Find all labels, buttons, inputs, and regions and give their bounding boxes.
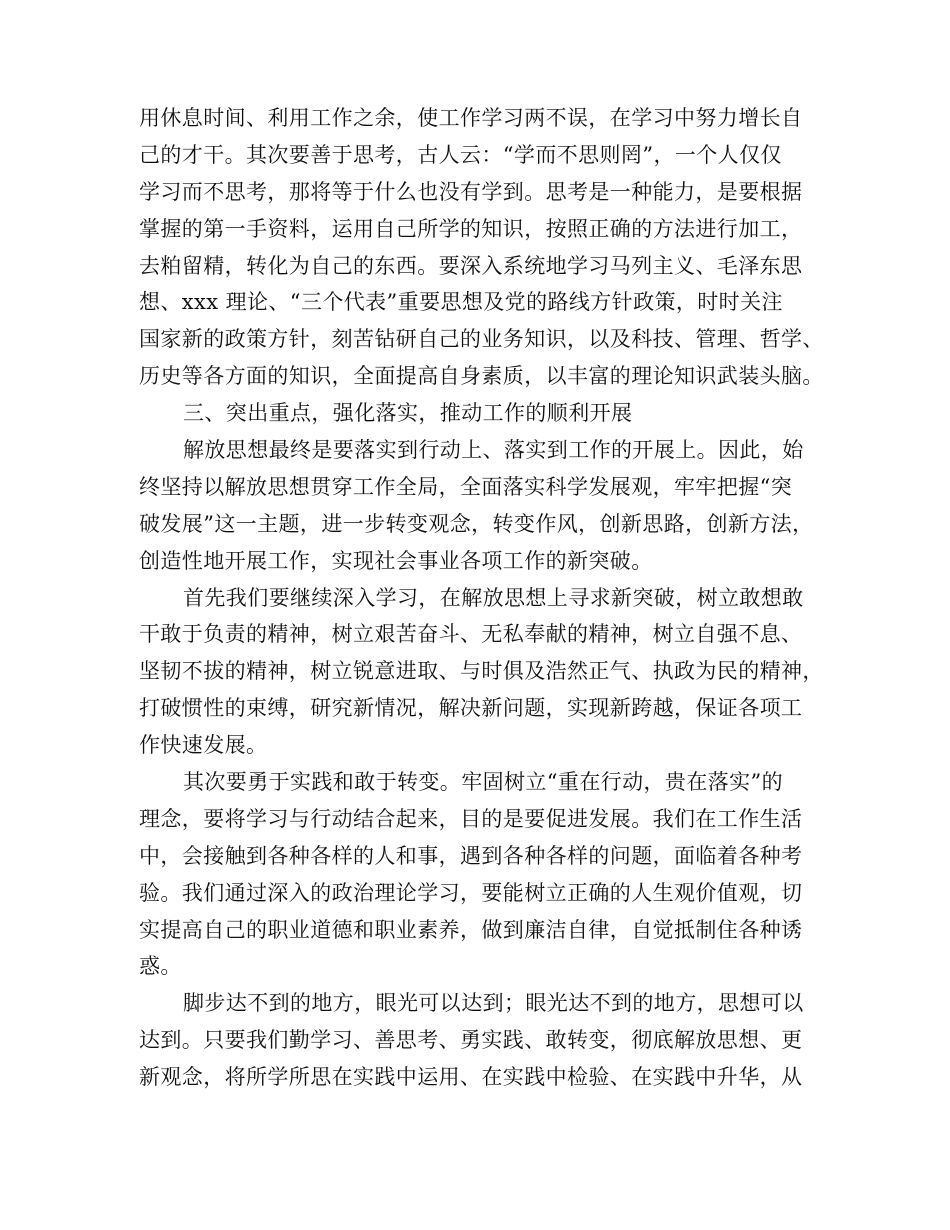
text-line: 达到。只要我们勤学习、善思考、勇实践、敢转变，彻底解放思想、更 [139,1028,803,1053]
text-line: 历史等各方面的知识，全面提高自身素质，以丰富的理论知识武装头脑。 [139,364,824,389]
text-line: 国家新的政策方针，刻苦钻研自己的业务知识，以及科技、管理、哲学、 [139,327,824,352]
text-line: 掌握的第一手资料，运用自己所学的知识，按照正确的方法进行加工， [139,216,803,241]
text-line: 新观念，将所学所思在实践中运用、在实践中检验、在实践中升华，从 [139,1065,803,1090]
document-body [139,100,824,1096]
text-line: 干敢于负责的精神，树立艰苦奋斗、无私奉献的精神，树立自强不息、 [139,622,803,647]
text-line: 创造性地开展工作，实现社会事业各项工作的新突破。 [139,548,653,573]
text-line: 学习而不思考，那将等于什么也没有学到。思考是一种能力，是要根据 [139,179,803,204]
text-line: 验。我们通过深入的政治理论学习，要能树立正确的人生观价值观，切 [139,880,803,905]
text-line: 打破惯性的束缚，研究新情况，解决新问题，实现新跨越，保证各项工 [139,696,803,721]
text-line: 首先我们要继续深入学习，在解放思想上寻求新突破，树立敢想敢 [183,585,804,610]
text-line: 中，会接触到各种各样的人和事，遇到各种各样的问题，面临着各种考 [139,843,803,868]
text-line: 去粕留精，转化为自己的东西。要深入系统地学习马列主义、毛泽东思 [139,253,803,278]
text-line: 破发展”这一主题，进一步转变观念，转变作风，创新思路，创新方法， [139,511,814,536]
text-line: 理念，要将学习与行动结合起来，目的是要促进发展。我们在工作生活 [139,806,803,831]
text-line: 惑。 [139,954,182,979]
text-line: 终坚持以解放思想贯穿工作全局，全面落实科学发展观，牢牢把握“突 [139,474,793,499]
text-line: 用休息时间、利用工作之余，使工作学习两不误，在学习中努力增长自 [139,106,803,130]
text-line: 作快速发展。 [139,733,268,758]
text-line: 脚步达不到的地方，眼光可以达到；眼光达不到的地方，思想可以 [183,991,804,1016]
text-line: 坚韧不拔的精神，树立锐意进取、与时俱及浩然正气、执政为民的精神， [139,659,824,684]
text-line: 想、xxx 理论、“三个代表”重要思想及党的路线方针政策，时时关注 [139,290,783,315]
text-line: 实提高自己的职业道德和职业素养，做到廉洁自律，自觉抵制住各种诱 [139,917,803,942]
text-line: 解放思想最终是要落实到行动上、落实到工作的开展上。因此，始 [183,438,804,463]
text-line: 其次要勇于实践和敢于转变。牢固树立“重在行动，贵在落实”的 [183,770,784,795]
section-heading: 三、突出重点，强化落实，推动工作的顺利开展 [183,401,633,426]
text-line: 己的才干。其次要善于思考，古人云：“学而不思则罔”，一个人仅仅 [139,142,782,167]
